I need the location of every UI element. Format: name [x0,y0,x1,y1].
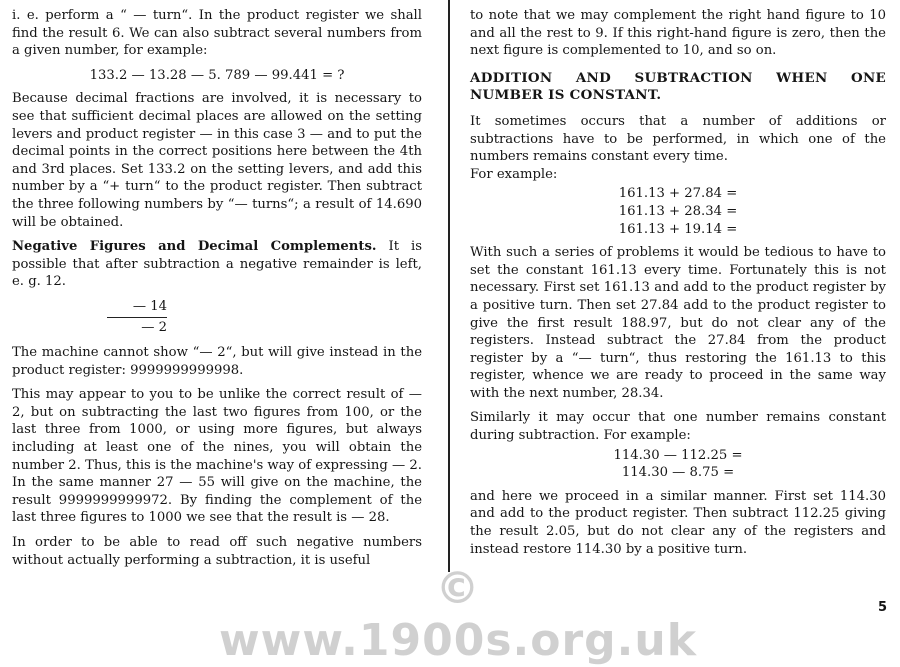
negative-figures-run-in-heading: Negative Figures and Decimal Complements. [12,239,377,255]
right-paragraph-1: to note that we may complement the right hand figure to 10 and all the rest to 9. If this right-hand figure is zero, then the next figure is complemented to 10, and so on. [470,8,886,59]
subtraction-example-line: 114.30 — 112.25 = [613,447,743,463]
left-paragraph-2: Because decimal fractions are involved, it is necessary to see that sufficient decimal places are allowed on the setting levers and product register — in this case 3 — and to put the decimal points in the correct positions here between the 4th and 3rd places. Set 133.2 on the setting levers, and add this number by a “+ turn“ to the product register. Then subtract the three following numbers by “— turns“; a result of 14.690 will be obtained. [12,91,422,230]
right-column [470,7,886,565]
left-paragraph-5: This may appear to you to be unlike the correct result of — 2, but on subtracting the last two figures from 100, or the last three from 1000, or using more figures, but always including at least one of the nines, you will obtain the number 2. Thus, this is the machine's way of expressing — 2. In the same manner 27 — 55 will give on the machine, the result 9999999999972. By finding the complement of the last three figures to 1000 we see that the result is — 28. [12,387,422,526]
sum-rule [107,317,167,318]
section-heading: ADDITION AND SUBTRACTION WHEN ONE NUMBER IS CONSTANT. [470,69,886,104]
left-paragraph-4: The machine cannot show “— 2“, but will give instead in the product register: 9999999999998. [12,345,422,378]
addition-example-line: 161.13 + 28.34 = [618,203,738,219]
left-paragraph-3 [12,238,422,291]
left-column [12,7,422,576]
right-paragraph-4: Similarly it may occur that one number remains constant during subtraction. For example: [470,410,886,444]
negative-figures-text: It is possible that after subtraction a negative remainder is left, e. g. 12. [12,239,422,290]
right-paragraph-5: and here we proceed in a similar manner. First set 114.30 and add to the product register. Then subtract 112.25 giving the result 2.05, but do not clear any of the registers and instead restore 114.30 by a positive turn. [470,488,886,557]
column-divider [448,0,450,572]
subtrahend-line: — 14 [132,298,167,314]
subtraction-example-line: 114.30 — 8.75 = [621,465,735,481]
left-paragraph-1: i. e. perform a “ — turn“. In the product register we shall find the result 6. We can also subtract several numbers from a given number, for example: [12,8,422,59]
subtraction-example-equation: 133.2 — 13.28 — 5. 789 — 99.441 = ? [89,67,345,83]
addition-examples [470,185,886,238]
addition-example-line: 161.13 + 27.84 = [618,186,738,202]
negative-result-line: — 2 [141,319,167,335]
right-paragraph-3: With such a series of problems it would be tedious to have to set the constant 161.13 every time. Fortunately this is not necessary. First set 161.13 and add to the product register by a positive turn. Then set 27.84 add to the product register to give the first result 188.97, but do not clear any of the registers. Instead subtract the 27.84 from the product register by a “— turn“, thus restoring the 161.13 to this register, whence we are ready to proceed in the same way with the next number, 28.34. [470,245,886,401]
copyright-watermark: © www.1900s.org.uk [219,563,697,666]
right-paragraph-2: It sometimes occurs that a number of additions or subtractions have to be performed, in which one of the numbers remains constant every time. [470,113,886,165]
page-number: 5 [878,600,888,615]
for-example-label: For example: [470,166,558,182]
left-paragraph-6: In order to be able to read off such negative numbers without actually performing a subtraction, it is useful [12,535,422,568]
addition-example-line: 161.13 + 19.14 = [618,221,738,237]
subtraction-examples [470,447,886,482]
negative-subtraction-example [107,298,167,336]
